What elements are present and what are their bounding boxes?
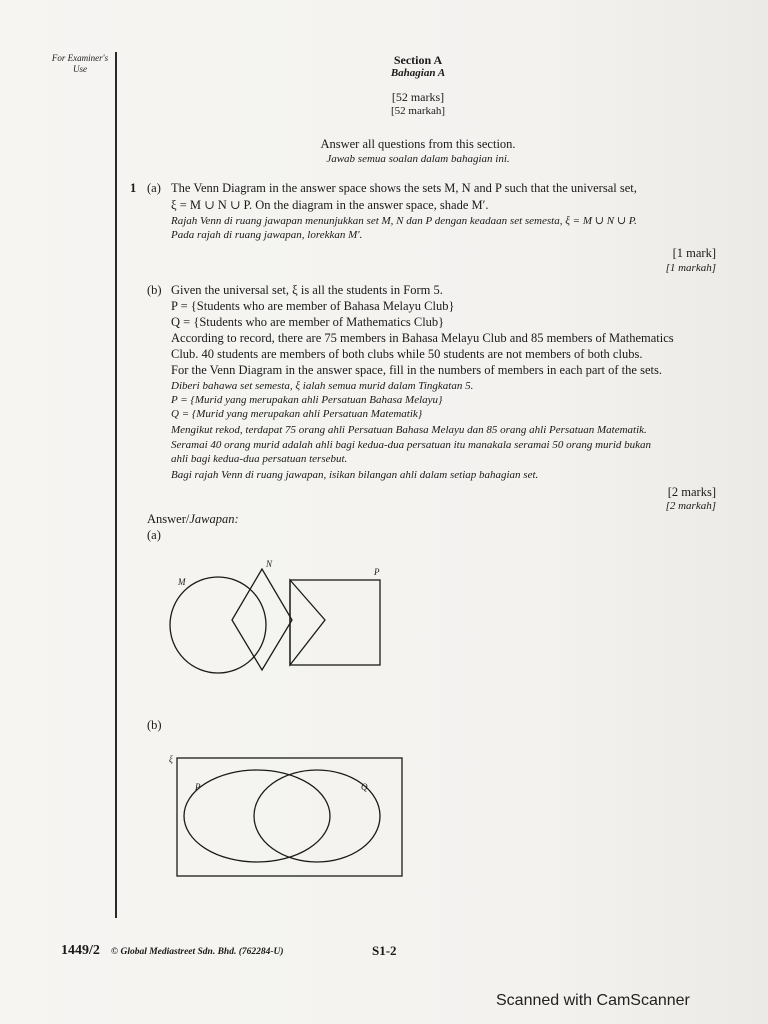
part-a-en-line: The Venn Diagram in the answer space shows the sets M, N and P such that the universal set, — [171, 181, 637, 195]
venn-diagram-a — [160, 555, 390, 675]
part-b-my-line: P = {Murid yang merupakan ahli Persatuan Bahasa Melayu} — [171, 394, 443, 406]
venn-diagram-b — [165, 750, 410, 880]
label-n: N — [266, 559, 273, 569]
part-b-en-line: Q = {Students who are member of Mathematics Club} — [171, 315, 445, 329]
question-number: 1 — [130, 181, 137, 195]
instruction-my: Jawab semua soalan dalam bahagian ini. — [326, 153, 510, 165]
section-title-my: Bahagian A — [390, 67, 446, 79]
set-p-ellipse — [184, 770, 330, 862]
universal-set-rectangle — [177, 758, 402, 876]
section-marks: [52 marks] — [391, 90, 445, 104]
answer-part-a-label: (a) — [147, 528, 161, 542]
answer-heading-en: Answer/ — [147, 512, 190, 526]
part-a-label: (a) — [147, 181, 161, 195]
label-p: P — [195, 782, 201, 792]
label-xi: ξ — [169, 754, 173, 764]
part-b-my-line: ahli bagi kedua-dua persatuan tersebut. — [171, 453, 348, 465]
part-b-my-line: Seramai 40 orang murid adalah ahli bagi kedua-dua persatuan itu manakala seramai 50 orang murid bukan — [171, 439, 652, 451]
set-p-rectangle — [290, 580, 380, 665]
publisher: © Global Mediastreet Sdn. Bhd. (762284-U) — [111, 947, 284, 957]
part-a-markah: [1 markah] — [665, 262, 716, 274]
part-b-label: (b) — [147, 283, 162, 297]
label-q: Q — [361, 782, 368, 792]
part-a-marks: [1 mark] — [672, 246, 716, 260]
part-b-my-line: Q = {Murid yang merupakan ahli Persatuan Matematik} — [171, 408, 423, 420]
set-n-diamond — [232, 569, 292, 670]
section-marks-my: [52 markah] — [390, 105, 446, 117]
instruction-text: Answer all questions from this section. — [320, 137, 516, 151]
examiner-margin-line — [115, 52, 117, 918]
part-a-en-line: ξ = M ∪ N ∪ P. On the diagram in the answer space, shade M′. — [171, 198, 489, 212]
examiner-use-label: For Examiner's Use — [51, 53, 109, 74]
instruction — [118, 137, 718, 152]
part-b-marks: [2 marks] — [667, 485, 716, 499]
part-b-my-line: Mengikut rekod, terdapat 75 orang ahli Persatuan Bahasa Melayu dan 85 orang ahli Persatuan Matematik. — [171, 424, 647, 436]
part-b-my-line: Bagi rajah Venn di ruang jawapan, isikan bilangan ahli dalam setiap bahagian set. — [171, 469, 539, 481]
camscanner-watermark: Scanned with CamScanner — [496, 992, 690, 1009]
part-b-markah: [2 markah] — [665, 500, 716, 512]
part-b-en-line: Club. 40 students are members of both clubs while 50 students are not members of both clubs. — [171, 347, 643, 361]
part-b-en-line: For the Venn Diagram in the answer space, fill in the numbers of members in each part of the sets. — [171, 363, 662, 377]
part-b-en-line: P = {Students who are member of Bahasa Melayu Club} — [171, 299, 455, 313]
label-m: M — [178, 577, 186, 587]
part-b-my-line: Diberi bahawa set semesta, ξ ialah semua murid dalam Tingkatan 5. — [171, 380, 474, 392]
set-m-circle — [170, 577, 266, 673]
answer-part-b-label: (b) — [147, 718, 162, 732]
part-b-en-line: According to record, there are 75 members in Bahasa Melayu Club and 85 members of Mathematics — [171, 331, 674, 345]
section-title: Section A — [393, 53, 443, 67]
page-number: S1-2 — [372, 943, 397, 958]
part-a-my-line: Rajah Venn di ruang jawapan menunjukkan set M, N dan P dengan keadaan set semesta, ξ = M ∪ N ∪ P. — [171, 215, 637, 227]
answer-heading-my: Jawapan: — [189, 512, 239, 526]
part-a-my-line: Pada rajah di ruang jawapan, lorekkan M′. — [171, 229, 363, 241]
part-b-en-line: Given the universal set, ξ is all the students in Form 5. — [171, 283, 443, 297]
paper-code: 1449/2 — [61, 943, 100, 958]
answer-heading — [147, 512, 239, 527]
set-n-triangle — [290, 580, 325, 665]
label-p: P — [374, 567, 380, 577]
